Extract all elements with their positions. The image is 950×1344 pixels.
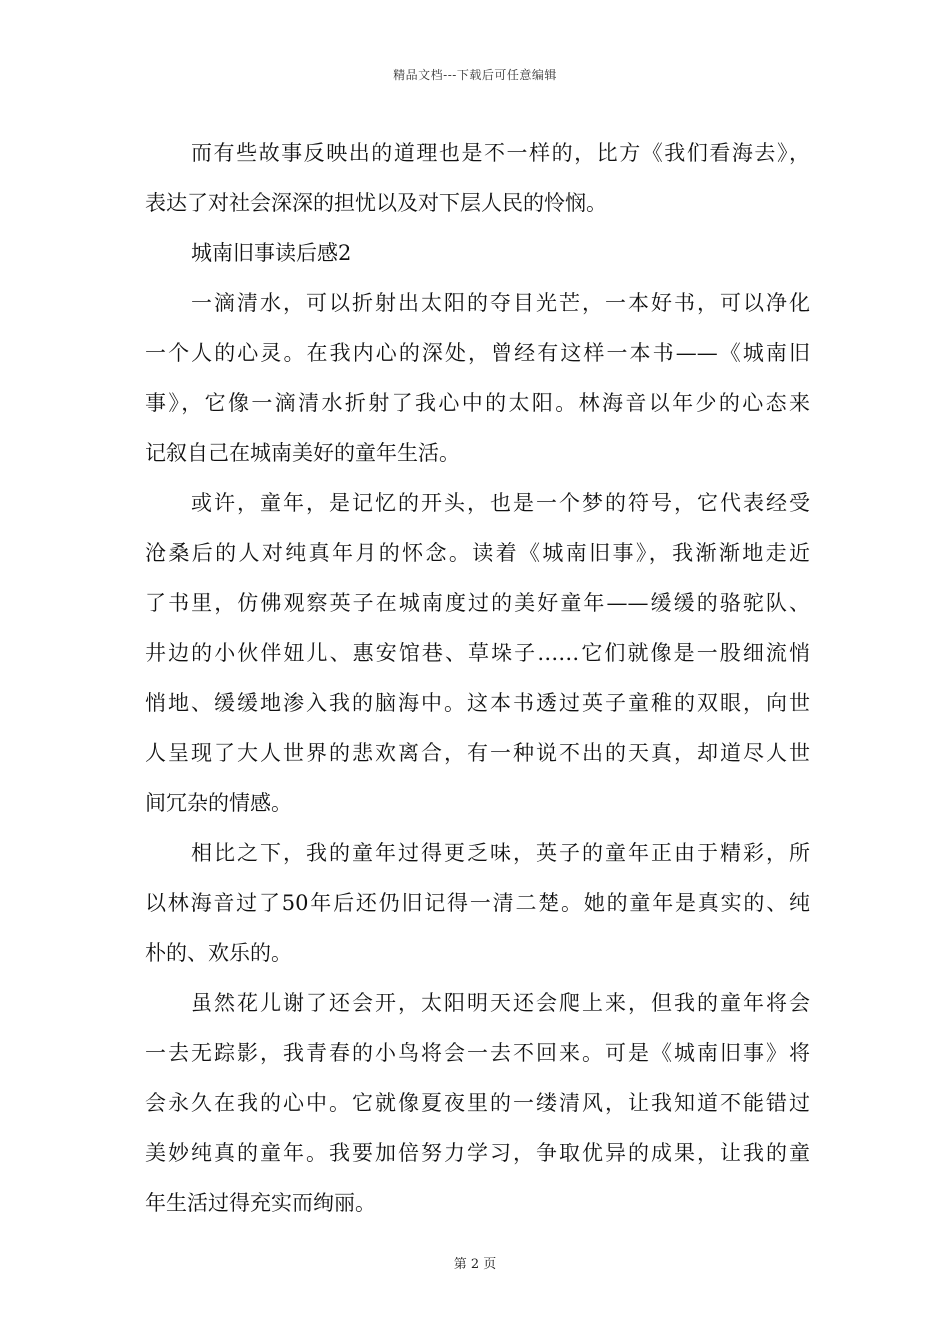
paragraph-line: 井边的小伙伴妞儿、惠安馆巷、草垛子……它们就像是一股细流悄 bbox=[145, 641, 810, 665]
paragraph-line: 间冗杂的情感。 bbox=[145, 791, 292, 815]
section-heading: 城南旧事读后感2 bbox=[191, 241, 352, 265]
paragraph-line: 事》，它像一滴清水折射了我心中的太阳。林海音以年少的心态来 bbox=[145, 391, 810, 415]
paragraph-line: 记叙自己在城南美好的童年生活。 bbox=[145, 441, 460, 465]
paragraph-line: 以林海音过了50年后还仍旧记得一清二楚。她的童年是真实的、纯 bbox=[145, 891, 810, 915]
paragraph-line: 表达了对社会深深的担忧以及对下层人民的怜悯。 bbox=[145, 191, 607, 215]
paragraph-line: 或许，童年，是记忆的开头，也是一个梦的符号，它代表经受 bbox=[191, 491, 810, 515]
paragraph-line: 人呈现了大人世界的悲欢离合，有一种说不出的天真，却道尽人世 bbox=[145, 741, 810, 765]
paragraph-line: 而有些故事反映出的道理也是不一样的，比方《我们看海去》， bbox=[191, 141, 810, 165]
paragraph-line: 了书里，仿佛观察英子在城南度过的美好童年——缓缓的骆驼队、 bbox=[145, 591, 810, 615]
page-number: 第 2 页 bbox=[453, 1257, 497, 1272]
body-text bbox=[145, 128, 810, 1228]
paragraph-line: 年生活过得充实而绚丽。 bbox=[145, 1191, 376, 1215]
paragraph-line: 一滴清水，可以折射出太阳的夺目光芒，一本好书，可以净化 bbox=[191, 291, 810, 315]
paragraph-line: 一个人的心灵。在我内心的深处，曾经有这样一本书——《城南旧 bbox=[145, 341, 810, 365]
paragraph-line: 悄地、缓缓地渗入我的脑海中。这本书透过英子童稚的双眼，向世 bbox=[145, 691, 810, 715]
paragraph-line: 一去无踪影，我青春的小鸟将会一去不回来。可是《城南旧事》将 bbox=[145, 1041, 810, 1065]
paragraph-line: 朴的、欢乐的。 bbox=[145, 941, 292, 965]
paragraph-line: 美妙纯真的童年。我要加倍努力学习，争取优异的成果，让我的童 bbox=[145, 1141, 810, 1165]
paragraph-line: 沧桑后的人对纯真年月的怀念。读着《城南旧事》，我渐渐地走近 bbox=[145, 541, 810, 565]
paragraph-line: 相比之下，我的童年过得更乏味，英子的童年正由于精彩，所 bbox=[191, 841, 810, 865]
paragraph-line: 会永久在我的心中。它就像夏夜里的一缕清风，让我知道不能错过 bbox=[145, 1091, 810, 1115]
paragraph-line: 虽然花儿谢了还会开，太阳明天还会爬上来，但我的童年将会 bbox=[191, 991, 810, 1015]
page-header: 精品文档---下载后可任意编辑 bbox=[393, 68, 557, 82]
